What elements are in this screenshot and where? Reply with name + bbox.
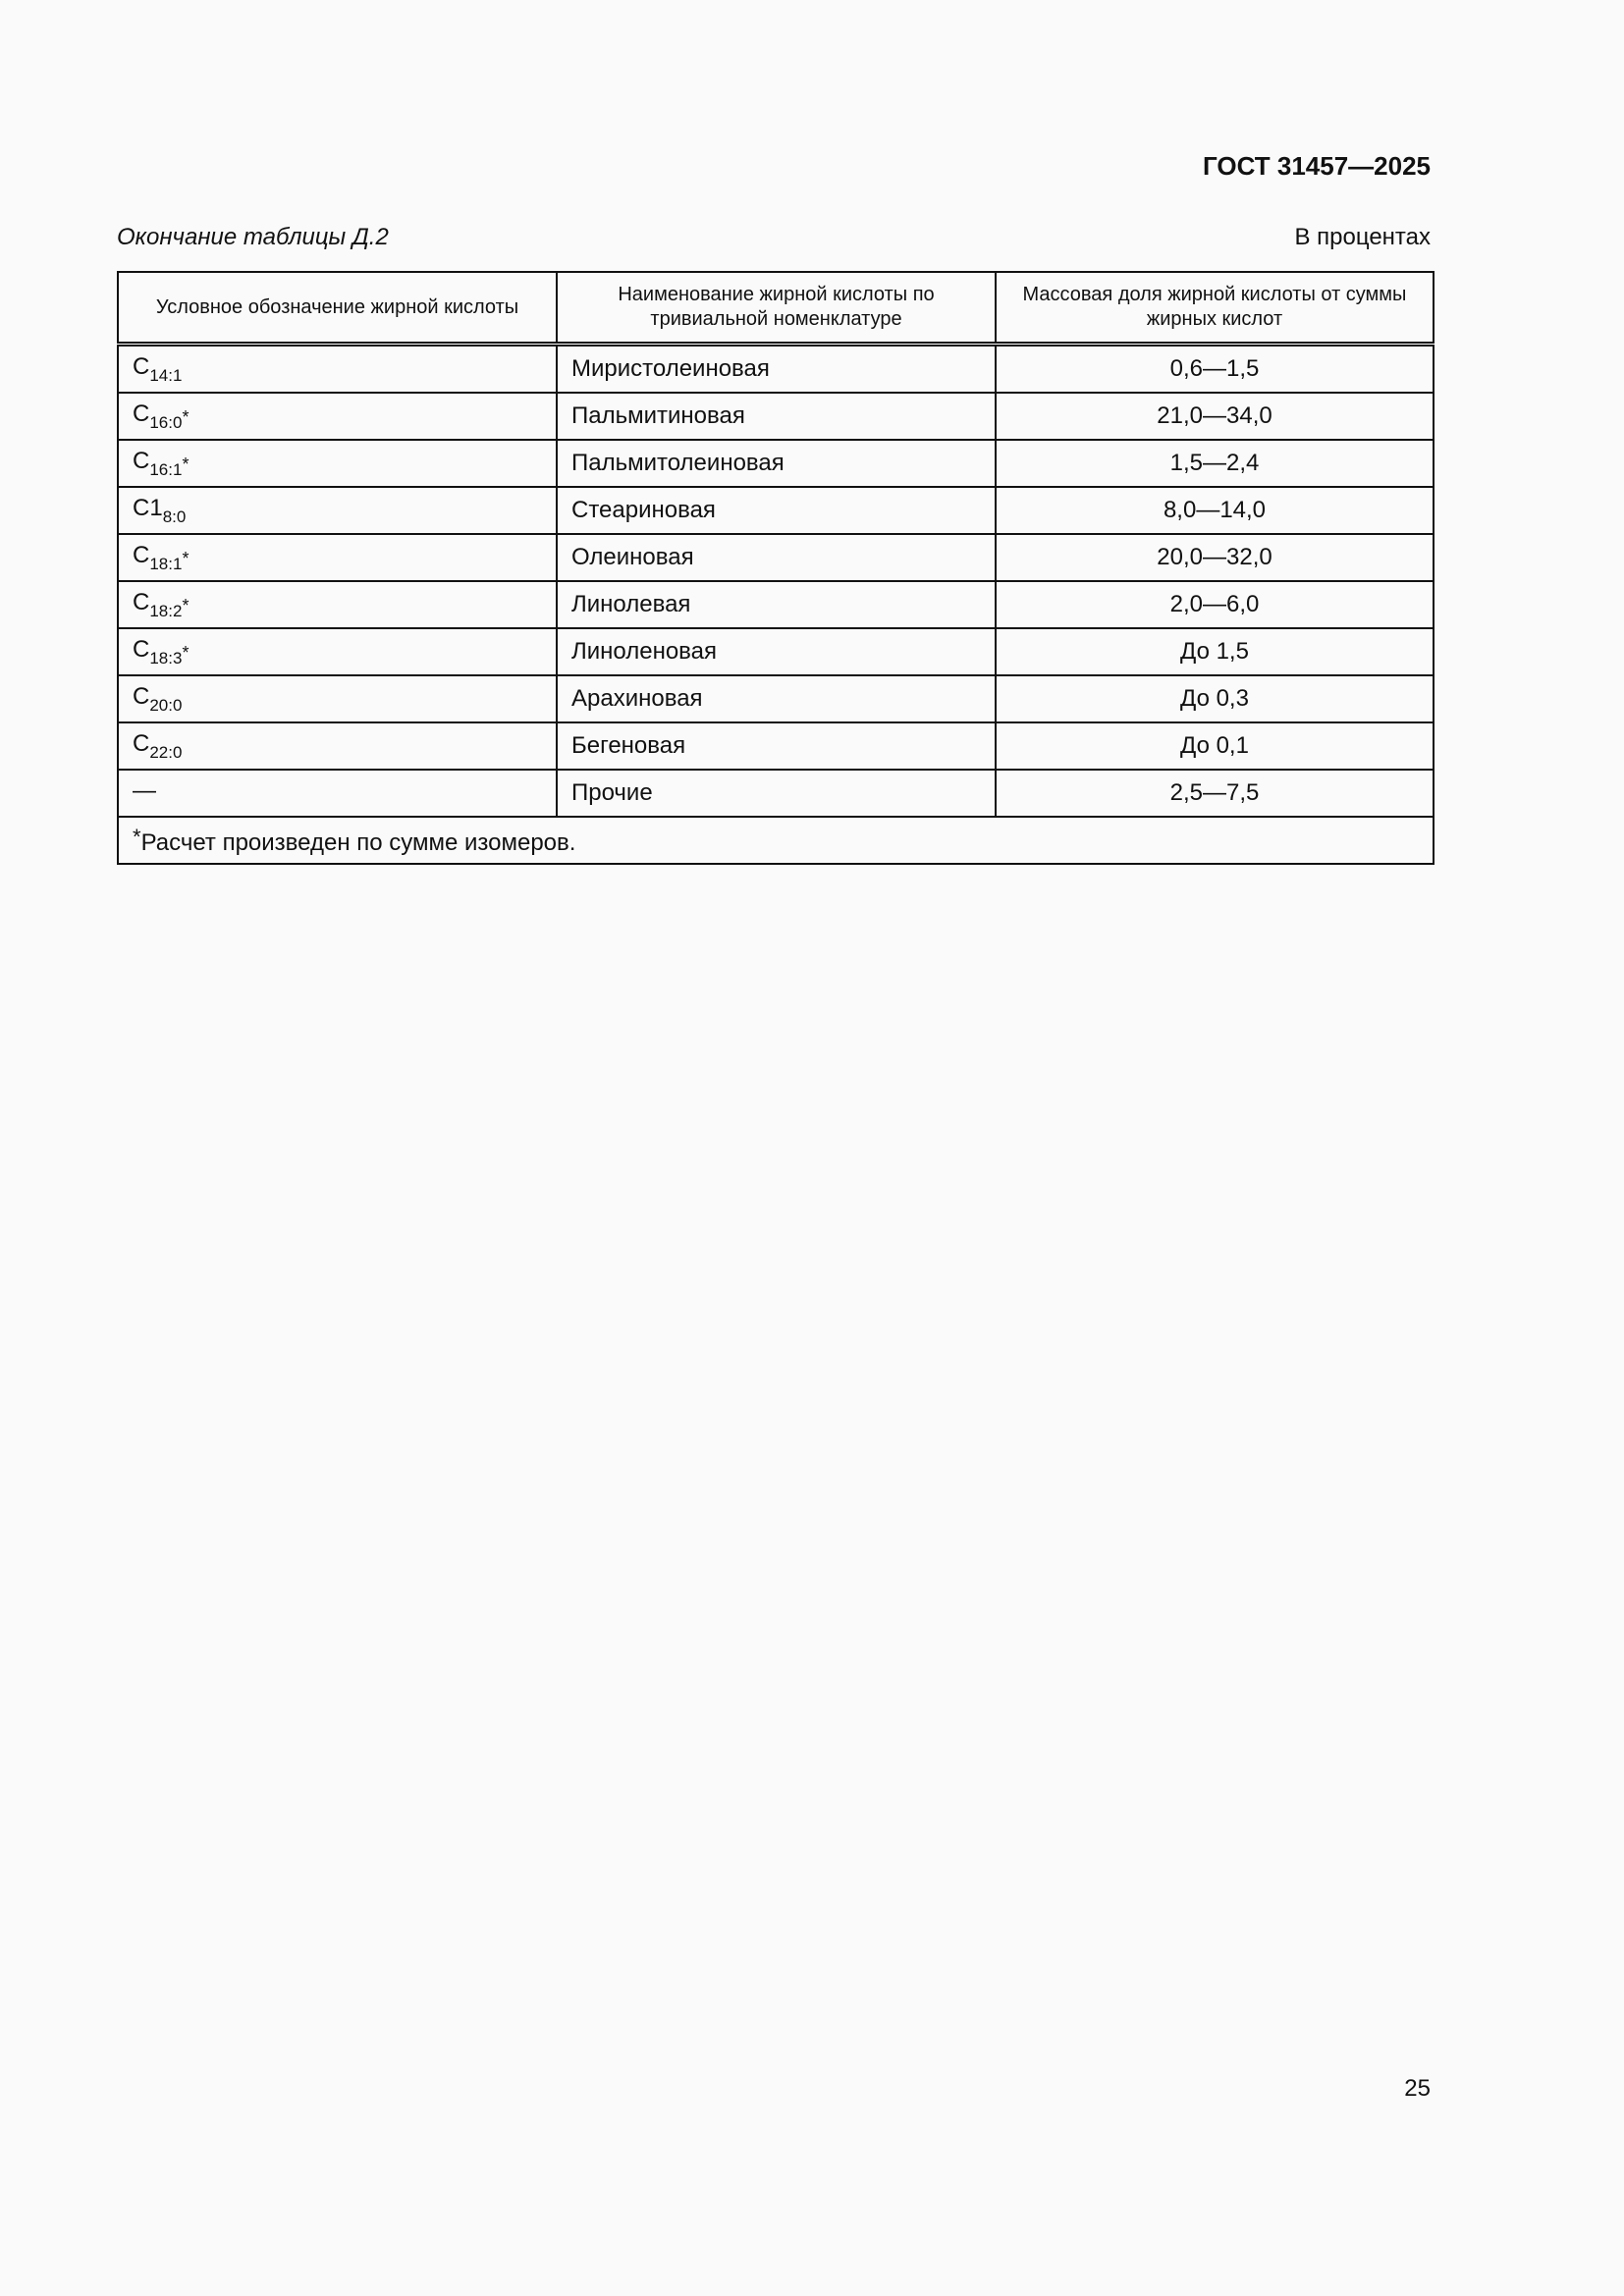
designation-base: C	[133, 352, 150, 380]
document-code: ГОСТ 31457—2025	[1203, 151, 1431, 181]
column-header-trivial-name: Наименование жирной кислоты по тривиальной номенклатуре	[557, 272, 996, 345]
isomer-mark: *	[182, 454, 189, 474]
acid-name: Олеиновая	[557, 534, 996, 581]
table-header	[118, 272, 1434, 345]
designation-subscript: 18:2	[149, 601, 183, 620]
isomer-mark: *	[182, 595, 189, 615]
designation-subscript: 18:3	[149, 648, 183, 667]
acid-name: Миристолеиновая	[557, 345, 996, 394]
designation-base: C	[133, 541, 150, 568]
designation-subscript: 18:1	[149, 554, 183, 573]
acid-name: Арахиновая	[557, 675, 996, 722]
designation-base: C	[133, 635, 150, 663]
table-units: В процентах	[1294, 224, 1431, 250]
table-row	[118, 581, 1434, 628]
designation-base: C	[133, 729, 150, 757]
acid-designation	[118, 487, 557, 534]
acid-name: Пальмитолеиновая	[557, 440, 996, 487]
header-row	[118, 272, 1434, 345]
acid-designation	[118, 393, 557, 440]
acid-designation	[118, 534, 557, 581]
table-body	[118, 345, 1434, 865]
acid-designation	[118, 770, 557, 817]
page-number: 25	[1404, 2075, 1431, 2102]
designation-subscript: 20:0	[149, 695, 183, 715]
table-row	[118, 770, 1434, 817]
footnote-mark: *	[133, 824, 141, 849]
table-row	[118, 487, 1434, 534]
mass-fraction: 21,0—34,0	[996, 393, 1434, 440]
mass-fraction: 8,0—14,0	[996, 487, 1434, 534]
acid-designation	[118, 581, 557, 628]
designation-base: C	[133, 588, 150, 615]
designation-subscript: 16:1	[149, 459, 183, 479]
table-row	[118, 534, 1434, 581]
mass-fraction: 1,5—2,4	[996, 440, 1434, 487]
table-caption: Окончание таблицы Д.2	[117, 224, 389, 250]
mass-fraction: До 0,3	[996, 675, 1434, 722]
acid-name: Линоленовая	[557, 628, 996, 675]
designation-subscript: 14:1	[149, 365, 183, 385]
table-footnote	[118, 817, 1434, 864]
acid-name: Бегеновая	[557, 722, 996, 770]
table-row	[118, 393, 1434, 440]
designation-base: —	[133, 776, 156, 804]
fatty-acid-table	[117, 271, 1435, 865]
column-header-mass-fraction: Массовая доля жирной кислоты от суммы жирных кислот	[996, 272, 1434, 345]
isomer-mark: *	[182, 548, 189, 568]
table-row	[118, 628, 1434, 675]
acid-name: Пальмитиновая	[557, 393, 996, 440]
acid-designation	[118, 722, 557, 770]
designation-subscript: 8:0	[162, 507, 187, 526]
mass-fraction: 2,5—7,5	[996, 770, 1434, 817]
table-row	[118, 440, 1434, 487]
mass-fraction: До 0,1	[996, 722, 1434, 770]
isomer-mark: *	[182, 642, 189, 663]
acid-name: Линолевая	[557, 581, 996, 628]
table-row	[118, 345, 1434, 394]
acid-name: Прочие	[557, 770, 996, 817]
acid-designation	[118, 675, 557, 722]
footnote-row	[118, 817, 1434, 864]
table-row	[118, 675, 1434, 722]
designation-base: C1	[133, 494, 163, 521]
acid-designation	[118, 440, 557, 487]
designation-subscript: 16:0	[149, 412, 183, 432]
isomer-mark: *	[182, 406, 189, 427]
column-header-designation: Условное обозначение жирной кислоты	[118, 272, 557, 345]
mass-fraction: 0,6—1,5	[996, 345, 1434, 394]
mass-fraction: 20,0—32,0	[996, 534, 1434, 581]
designation-base: C	[133, 682, 150, 710]
footnote-text: Расчет произведен по сумме изомеров.	[140, 828, 576, 856]
designation-base: C	[133, 447, 150, 474]
designation-subscript: 22:0	[149, 742, 183, 762]
acid-designation	[118, 345, 557, 394]
designation-base: C	[133, 400, 150, 427]
acid-designation	[118, 628, 557, 675]
mass-fraction: До 1,5	[996, 628, 1434, 675]
acid-name: Стеариновая	[557, 487, 996, 534]
table-row	[118, 722, 1434, 770]
mass-fraction: 2,0—6,0	[996, 581, 1434, 628]
